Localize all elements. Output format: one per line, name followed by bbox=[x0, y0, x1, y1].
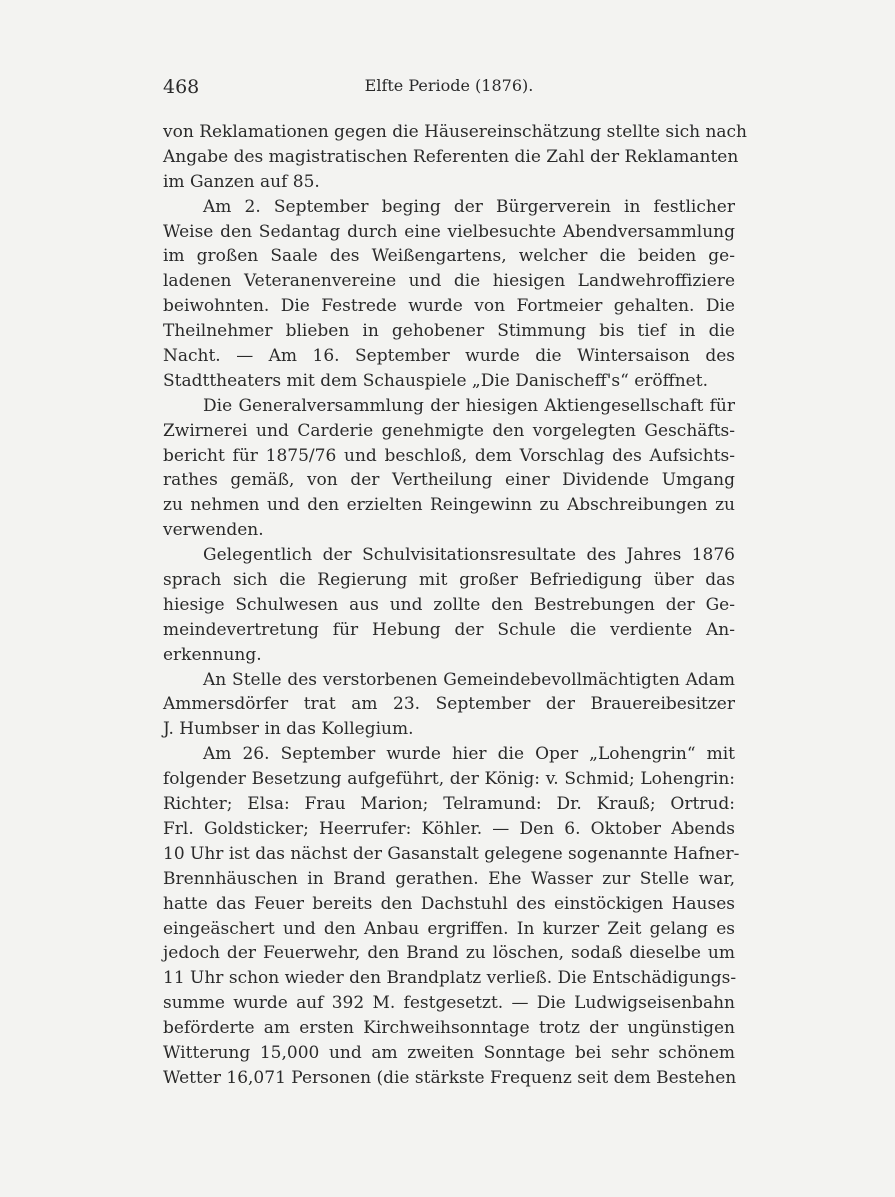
text-line: zu nehmen und den erzielten Reingewinn zu Abschreibungen zu bbox=[163, 495, 735, 516]
text-line: Angabe des magistratischen Referenten die Zahl der Reklamanten bbox=[163, 146, 739, 167]
text-line: Richter; Elsa: Frau Marion; Telramund: Dr. Krauß; Ortrud: bbox=[163, 794, 735, 815]
text-line: beiwohnten. Die Festrede wurde von Fortmeier gehalten. Die bbox=[163, 296, 735, 317]
text-line: 10 Uhr ist das nächst der Gasanstalt gelegene sogenannte Hafner- bbox=[163, 843, 740, 864]
text-line: 11 Uhr schon wieder den Brandplatz verließ. Die Entschädigungs- bbox=[163, 968, 737, 989]
text-line: Wetter 16,071 Personen (die stärkste Frequenz seit dem Bestehen bbox=[163, 1067, 737, 1088]
text-line: sprach sich die Regierung mit großer Befriedigung über das bbox=[163, 570, 735, 591]
paragraph bbox=[163, 394, 735, 543]
text-line: Brennhäuschen in Brand gerathen. Ehe Wasser zur Stelle war, bbox=[163, 868, 735, 889]
paragraph bbox=[163, 195, 735, 394]
text-line: bericht für 1875/76 und beschloß, dem Vorschlag des Aufsichts- bbox=[163, 445, 735, 466]
page-number: 468 bbox=[163, 76, 200, 98]
text-line: J. Humbser in das Kollegium. bbox=[163, 719, 414, 740]
text-line: Stadttheaters mit dem Schauspiele „Die Danischeff's“ eröffnet. bbox=[163, 370, 708, 391]
text-line: Witterung 15,000 und am zweiten Sonntage bei sehr schönem bbox=[163, 1042, 735, 1063]
text-line: jedoch der Feuerwehr, den Brand zu löschen, sodaß dieselbe um bbox=[163, 943, 735, 964]
text-line: erkennung. bbox=[163, 644, 262, 665]
text-line: meindevertretung für Hebung der Schule die verdiente An- bbox=[163, 619, 735, 640]
text-line: beförderte am ersten Kirchweihsonntage trotz der ungünstigen bbox=[163, 1018, 735, 1039]
running-title: Elfte Periode (1876). bbox=[364, 76, 534, 95]
text-line: Zwirnerei und Carderie genehmigte den vorgelegten Geschäfts- bbox=[163, 420, 735, 441]
text-line: rathes gemäß, von der Vertheilung einer Dividende Umgang bbox=[163, 470, 735, 491]
text-line: hiesige Schulwesen aus und zollte den Bestrebungen der Ge- bbox=[163, 594, 735, 615]
text-line: Nacht. — Am 16. September wurde die Wintersaison des bbox=[163, 346, 735, 367]
paragraph bbox=[163, 120, 748, 195]
text-line: Ammersdörfer trat am 23. September der Brauereibesitzer bbox=[163, 694, 735, 715]
page-header bbox=[163, 76, 735, 102]
body-text bbox=[163, 120, 748, 1091]
text-line: Am 26. September wurde hier die Oper „Lohengrin“ mit bbox=[203, 744, 735, 765]
text-line: hatte das Feuer bereits den Dachstuhl des einstöckigen Hauses bbox=[163, 893, 735, 914]
text-line: von Reklamationen gegen die Häusereinschätzung stellte sich nach bbox=[163, 122, 748, 142]
text-line: eingeäschert und den Anbau ergriffen. In kurzer Zeit gelang es bbox=[163, 918, 735, 939]
text-line: An Stelle des verstorbenen Gemeindebevollmächtigten Adam bbox=[203, 669, 735, 690]
text-line: verwenden. bbox=[163, 520, 264, 541]
text-line: folgender Besetzung aufgeführt, der König: v. Schmid; Lohengrin: bbox=[163, 769, 735, 790]
paragraph bbox=[163, 742, 740, 1090]
paragraph bbox=[163, 668, 735, 743]
text-line: Gelegentlich der Schulvisitationsresultate des Jahres 1876 bbox=[203, 545, 735, 566]
text-line: Die Generalversammlung der hiesigen Aktiengesellschaft für bbox=[203, 395, 735, 416]
text-line: Frl. Goldsticker; Heerrufer: Köhler. — Den 6. Oktober Abends bbox=[163, 818, 735, 839]
text-line: Am 2. September beging der Bürgerverein in festlicher bbox=[203, 196, 735, 217]
text-line: summe wurde auf 392 M. festgesetzt. — Die Ludwigseisenbahn bbox=[163, 993, 735, 1014]
paragraph bbox=[163, 543, 735, 667]
text-line: Theilnehmer blieben in gehobener Stimmung bis tief in die bbox=[163, 321, 735, 342]
text-line: ladenen Veteranenvereine und die hiesigen Landwehroffiziere bbox=[163, 271, 735, 292]
text-line: im Ganzen auf 85. bbox=[163, 171, 320, 192]
text-line: Weise den Sedantag durch eine vielbesuchte Abendversammlung bbox=[163, 221, 735, 242]
text-line: im großen Saale des Weißengartens, welcher die beiden ge- bbox=[163, 246, 735, 267]
